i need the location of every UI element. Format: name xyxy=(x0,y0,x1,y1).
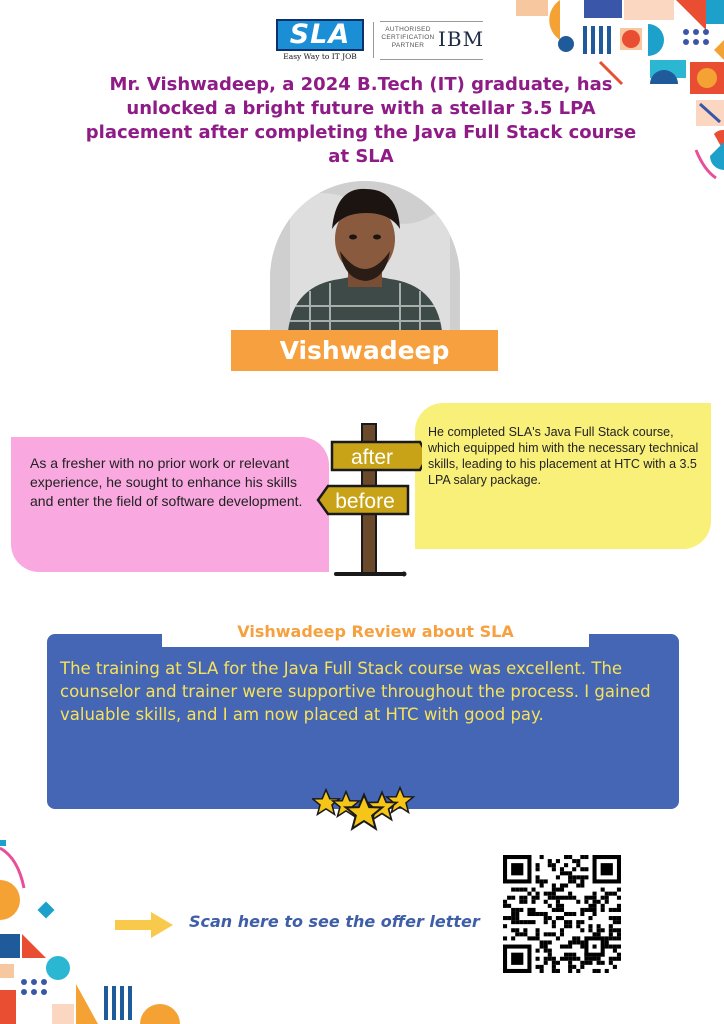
ibm-partner-line1: AUTHORISED xyxy=(385,26,431,33)
ibm-logo-text: IBM xyxy=(438,27,485,51)
sla-logo-text: SLA xyxy=(276,19,364,51)
sign-after-label: after xyxy=(350,446,394,469)
ibm-partner-label xyxy=(380,26,436,50)
before-text: As a fresher with no prior work or relevant experience, he sought to enhance his skills and enter the field of software development. xyxy=(30,455,303,509)
ibm-top-rule xyxy=(380,21,483,22)
sla-logo xyxy=(276,19,364,61)
after-text: He completed SLA's Java Full Stack course, which equipped him with the necessary technical skills, leading to his placement at HTC with a 3.5 LPA salary package. xyxy=(428,425,699,487)
sla-tagline: Easy Way to IT JOB xyxy=(283,52,357,61)
arrow-right-icon xyxy=(113,910,175,940)
star-icon xyxy=(346,795,382,829)
qr-code[interactable] xyxy=(503,855,621,973)
sign-before-label: before xyxy=(335,490,395,513)
logo-divider xyxy=(373,22,374,58)
scan-offer-letter-text: Scan here to see the offer letter xyxy=(189,912,480,931)
review-title: Vishwadeep Review about SLA xyxy=(162,619,589,647)
star-icon xyxy=(387,788,414,813)
ibm-bottom-rule xyxy=(380,59,483,60)
headline: Mr. Vishwadeep, a 2024 B.Tech (IT) graduate, has unlocked a bright future with a stellar 3.5 LPA placement after completing the Java Full Stack course at SLA xyxy=(85,74,637,167)
star-rating xyxy=(312,783,418,839)
signpost-illustration xyxy=(310,420,422,580)
ibm-partner-line3: PARTNER xyxy=(391,42,425,49)
ibm-partner-line2: CERTIFICATION xyxy=(381,34,435,41)
student-photo xyxy=(270,181,460,331)
review-body: The training at SLA for the Java Full Stack course was excellent. The counselor and trainer were supportive throughout the process. I gained valuable skills, and I am now placed at HTC with good pay. xyxy=(60,659,651,724)
person-illustration xyxy=(270,181,460,331)
student-name: Vishwadeep xyxy=(231,330,498,371)
